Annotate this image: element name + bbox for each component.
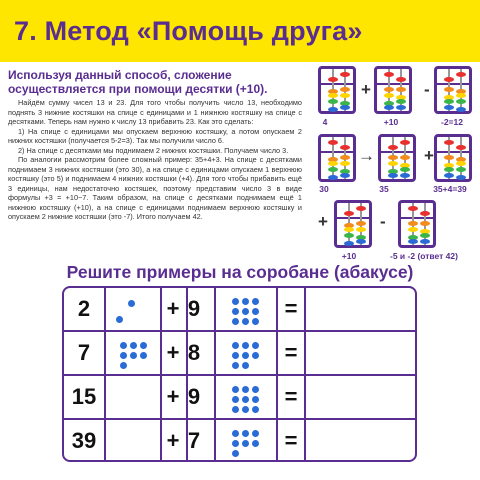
abacus-bead — [328, 93, 338, 98]
counter-dot — [242, 440, 249, 447]
counter-dot — [242, 406, 249, 413]
abacus-bead — [396, 99, 406, 104]
abacus-diagram — [434, 134, 472, 182]
counter-dot — [242, 308, 249, 315]
abacus-bead — [384, 105, 394, 110]
counter-dot — [242, 352, 249, 359]
abacus-bead — [408, 221, 418, 226]
abacus-bead — [444, 140, 454, 145]
abacus-bead — [340, 173, 350, 178]
equals-sign: = — [284, 384, 298, 409]
abacus-bead — [420, 211, 430, 216]
abacus-bead — [396, 105, 406, 110]
counter-dot — [232, 386, 239, 393]
diagram-label: -5 и -2 (ответ 42) — [390, 251, 458, 261]
abacus-diagram — [398, 200, 436, 248]
abacus-bar — [381, 151, 413, 153]
counter-dot — [242, 430, 249, 437]
abacus-bead — [340, 105, 350, 110]
plus-sign: + — [361, 80, 371, 99]
equals-sign: = — [284, 296, 298, 321]
minus-sign: - — [380, 212, 386, 231]
abacus-bead — [456, 107, 466, 112]
abacus-bead — [400, 140, 410, 145]
counter-dot — [252, 430, 259, 437]
column-divider — [276, 288, 278, 460]
counter-dot — [242, 362, 249, 369]
intro-text: Используя данный способ, сложение осуществляется при помощи десятки (+10). — [8, 68, 268, 96]
diagram-label: +10 — [383, 117, 399, 127]
abacus-bar — [321, 83, 353, 85]
abacus-bead — [396, 87, 406, 92]
paragraph-1: Найдём сумму чисел 13 и 23. Для того чтобы получить число 13, необходимо поднять 3 нижние костяшки на спице с единицами и 1 нижнюю костяшку на спице с десятками. Теперь нам нужно к числу 13 прибавить 23. Как это сделать: — [8, 98, 302, 126]
abacus-bead — [328, 175, 338, 180]
abacus-bead — [340, 161, 350, 166]
row-divider — [64, 330, 415, 332]
abacus-bead — [328, 107, 338, 112]
abacus-bead — [328, 140, 338, 145]
counter-dot — [232, 318, 239, 325]
abacus-bead — [400, 155, 410, 160]
paragraph-2: 1) На спице с единицами мы опускаем верхнюю костяшку, а потом опускаем 2 нижних костяшки (получается 5-2=3). Так мы получили число 6. — [8, 126, 302, 145]
paragraph-3: 2) На спице с десятками мы поднимаем 2 нижних костяшки. Получаем число 3. — [18, 145, 289, 155]
counter-dot — [232, 298, 239, 305]
diagram-label: 35 — [379, 184, 389, 194]
abacus-bead — [328, 99, 338, 104]
abacus-bead — [444, 77, 454, 82]
counter-dot — [252, 352, 259, 359]
abacus-bead — [388, 173, 398, 178]
plus-sign: + — [318, 212, 328, 231]
diagram-label: +10 — [341, 251, 357, 261]
abacus-diagram — [374, 66, 412, 114]
abacus-bead — [408, 239, 418, 244]
abacus-bead — [388, 145, 398, 150]
abacus-bead — [396, 77, 406, 82]
abacus-diagram — [434, 66, 472, 114]
first-addend: 15 — [71, 384, 97, 409]
counter-dot — [252, 406, 259, 413]
equals-sign: = — [284, 428, 298, 453]
counter-dot — [232, 352, 239, 359]
arrow-sign: → — [358, 146, 375, 165]
abacus-bead — [420, 239, 430, 244]
first-addend: 39 — [71, 428, 97, 453]
counter-dot — [232, 440, 239, 447]
counter-dot — [232, 362, 239, 369]
counter-dot — [242, 318, 249, 325]
paragraph-4: По аналогии рассмотрим более сложный пример: 35+4+3. На спице с десятками поднимаем 3 нижних костяшки (это 30), а на спице с единицами опускаем 1 верхнюю костяшку (это 5) и поднимаем 4 нижних костяшки (+4). Для того чтобы прибавить ещё 3 единицы, нам недостаточно костяшек, поэтому представим число 3 в виде формулы +3 = +10−7. Таким образом, на спице с десятками поднимаем ещё 1 нижнюю костяшку (+10), а на спице с единицами поднимаем верхнюю костяшку и опускаем 2 нижние костяшки (это -7). Итого получаем 42. — [8, 155, 302, 221]
abacus-bead — [388, 155, 398, 160]
row-divider — [64, 418, 415, 420]
abacus-bead — [340, 72, 350, 77]
abacus-bead — [344, 241, 354, 246]
second-addend: 9 — [187, 384, 201, 409]
abacus-bead — [420, 221, 430, 226]
abacus-bead — [328, 161, 338, 166]
header-banner — [0, 0, 480, 62]
diagram-label: 4 — [322, 117, 328, 127]
abacus-bar — [437, 83, 469, 85]
plus-sign: + — [424, 146, 434, 165]
counter-dot — [252, 308, 259, 315]
counter-dot — [242, 386, 249, 393]
abacus-bead — [444, 167, 454, 172]
explanation-text — [8, 98, 302, 222]
counter-dot — [232, 396, 239, 403]
abacus-diagram — [378, 134, 416, 182]
counter-dot — [252, 386, 259, 393]
abacus-bead — [340, 145, 350, 150]
abacus-bar — [437, 151, 469, 153]
abacus-bead — [344, 227, 354, 232]
column-divider — [304, 288, 306, 460]
column-divider — [104, 288, 106, 460]
abacus-bead — [384, 87, 394, 92]
counter-dot — [130, 352, 137, 359]
abacus-bead — [340, 155, 350, 160]
abacus-bead — [356, 206, 366, 211]
diagram-label: 35+4=39 — [433, 184, 467, 194]
abacus-bead — [444, 87, 454, 92]
row-divider — [64, 374, 415, 376]
abacus-bead — [456, 72, 466, 77]
counter-dot — [242, 396, 249, 403]
abacus-bead — [384, 93, 394, 98]
first-addend: 7 — [77, 340, 91, 365]
abacus-bead — [408, 227, 418, 232]
counter-dot — [120, 352, 127, 359]
abacus-bead — [384, 72, 394, 77]
plus-sign: + — [166, 384, 180, 409]
abacus-diagram — [334, 200, 372, 248]
equals-sign: = — [284, 340, 298, 365]
abacus-bar — [337, 217, 369, 219]
abacus-diagram — [318, 134, 356, 182]
abacus-bead — [456, 93, 466, 98]
counter-dot — [232, 342, 239, 349]
abacus-bar — [321, 151, 353, 153]
plus-sign: + — [166, 340, 180, 365]
second-addend: 7 — [187, 428, 201, 453]
counter-dot — [252, 396, 259, 403]
second-addend: 8 — [187, 340, 201, 365]
abacus-bead — [444, 155, 454, 160]
abacus-bead — [344, 233, 354, 238]
abacus-bar — [377, 83, 409, 85]
abacus-bead — [356, 221, 366, 226]
exercise-section-title: Решите примеры на соробане (абакусе) — [66, 262, 414, 282]
counter-dot — [232, 450, 239, 457]
exercise-table — [62, 286, 417, 462]
counter-dot — [232, 308, 239, 315]
abacus-bead — [456, 161, 466, 166]
abacus-bead — [456, 175, 466, 180]
counter-dot — [252, 318, 259, 325]
abacus-bead — [388, 161, 398, 166]
diagram-label: 30 — [319, 184, 329, 194]
diagram-label: -2=12 — [441, 117, 463, 127]
counter-dot — [232, 406, 239, 413]
abacus-bead — [328, 167, 338, 172]
abacus-bead — [340, 93, 350, 98]
abacus-bead — [356, 239, 366, 244]
abacus-bead — [444, 105, 454, 110]
abacus-bead — [400, 173, 410, 178]
abacus-bead — [456, 145, 466, 150]
column-divider — [214, 288, 216, 460]
abacus-bead — [420, 233, 430, 238]
abacus-bead — [456, 99, 466, 104]
counter-dot — [242, 342, 249, 349]
abacus-bead — [344, 211, 354, 216]
counter-dot — [252, 440, 259, 447]
abacus-bead — [408, 206, 418, 211]
counter-dot — [242, 298, 249, 305]
counter-dot — [232, 430, 239, 437]
page-title: 7. Метод «Помощь друга» — [14, 16, 363, 46]
counter-dot — [252, 298, 259, 305]
abacus-bead — [456, 167, 466, 172]
plus-sign: + — [166, 428, 180, 453]
counter-dot — [128, 300, 135, 307]
second-addend: 9 — [187, 296, 201, 321]
abacus-bead — [340, 87, 350, 92]
counter-dot — [120, 342, 127, 349]
abacus-diagram — [318, 66, 356, 114]
plus-sign: + — [166, 296, 180, 321]
abacus-bead — [400, 167, 410, 172]
counter-dot — [120, 362, 127, 369]
abacus-bead — [444, 173, 454, 178]
counter-dot — [116, 316, 123, 323]
counter-dot — [140, 342, 147, 349]
counter-dot — [140, 352, 147, 359]
abacus-bar — [401, 217, 433, 219]
abacus-bead — [328, 77, 338, 82]
first-addend: 2 — [77, 296, 91, 321]
counter-dot — [130, 342, 137, 349]
abacus-bead — [356, 227, 366, 232]
minus-sign: - — [424, 80, 430, 99]
counter-dot — [252, 342, 259, 349]
abacus-bead — [444, 99, 454, 104]
